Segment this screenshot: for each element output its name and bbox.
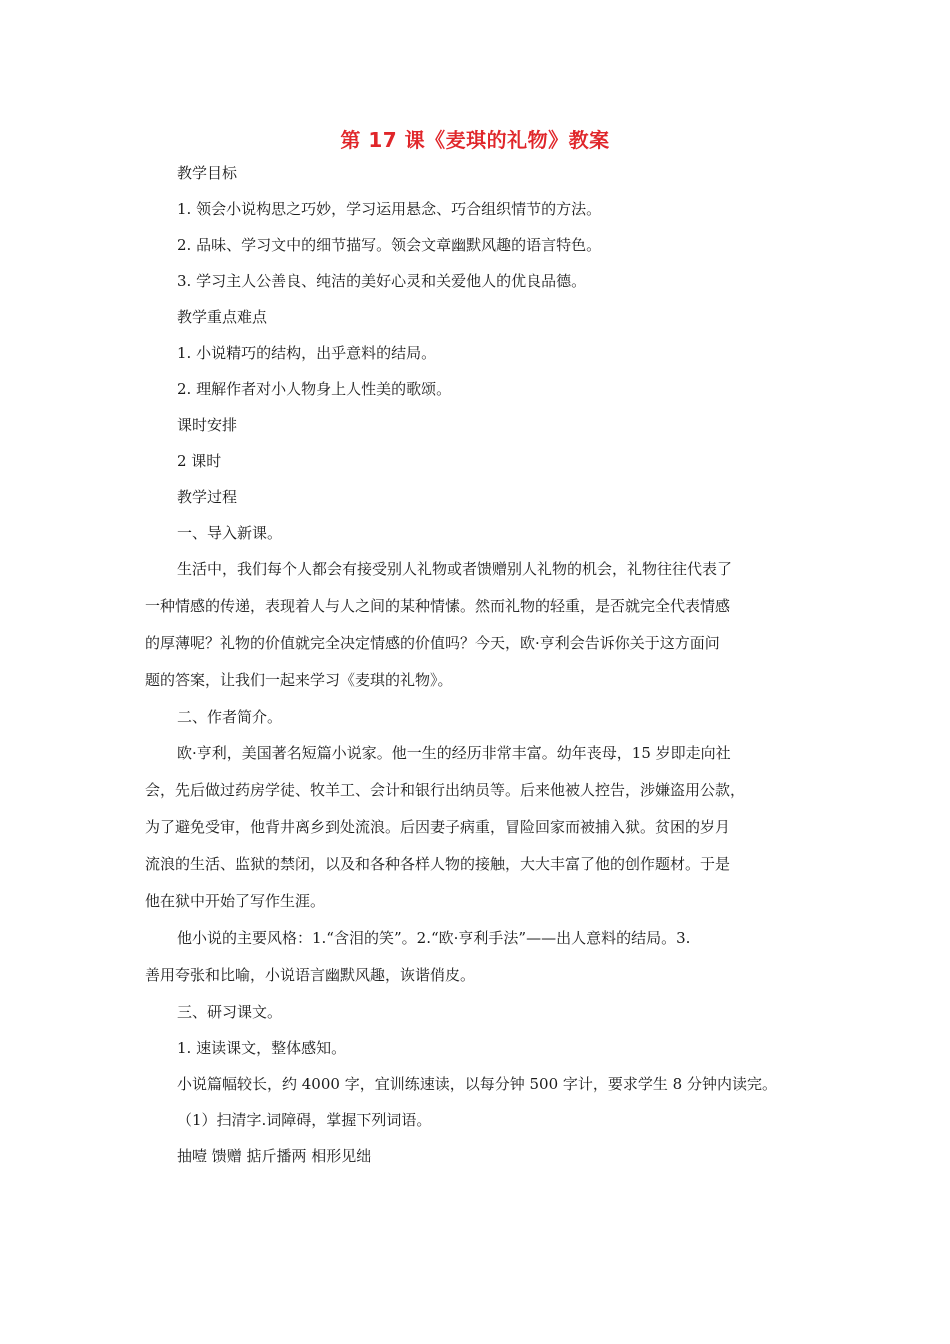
paragraph-line: 一种情感的传递，表现着人与人之间的某种情愫。然而礼物的轻重，是否就完全代表情感 [145, 597, 731, 615]
document-body [145, 158, 810, 1177]
paragraph-line: 生活中，我们每个人都会有接受别人礼物或者馈赠别人礼物的机会，礼物往往代表了 [177, 560, 733, 578]
paragraph-line: 为了避免受审，他背井离乡到处流浪。后因妻子病重，冒险回家而被捕入狱。贫困的岁月 [145, 818, 731, 836]
paragraph-line: 他在狱中开始了写作生涯。 [145, 892, 326, 910]
intro-paragraph [145, 554, 810, 695]
paragraph-line: 流浪的生活、监狱的禁闭，以及和各种各样人物的接触，大大丰富了他的创作题材。于是 [145, 855, 731, 873]
step-heading-study: 三、研习课文。 [177, 1003, 283, 1021]
goal-item-1: 1. 领会小说构思之巧妙，学习运用悬念、巧合组织情节的方法。 [177, 200, 602, 218]
page-title: 第 17 课《麦琪的礼物》教案 [340, 128, 610, 152]
paragraph-line: 善用夸张和比喻，小说语言幽默风趣，诙谐俏皮。 [145, 966, 476, 984]
key-point-2: 2. 理解作者对小人物身上人性美的歌颂。 [177, 380, 452, 398]
author-paragraph [145, 738, 810, 916]
goal-item-3: 3. 学习主人公善良、纯洁的美好心灵和关爱他人的优良品德。 [177, 272, 587, 290]
section-heading-schedule: 课时安排 [177, 416, 238, 434]
paragraph-line: 会，先后做过药房学徒、牧羊工、会计和银行出纳员等。后来他被人控告，涉嫌盗用公款， [145, 781, 746, 799]
vocab-list: 抽噎 馈赠 掂斤播两 相形见绌 [177, 1147, 372, 1165]
study-item-vocab: （1）扫清字.词障碍，掌握下列词语。 [177, 1111, 432, 1129]
paragraph-line: 他小说的主要风格：1.“含泪的笑”。2.“欧·亨利手法”——出人意料的结局。3. [177, 929, 691, 947]
paragraph-line: 欧·亨利，美国著名短篇小说家。他一生的经历非常丰富。幼年丧母，15 岁即走向社 [177, 744, 731, 762]
style-paragraph [145, 923, 810, 990]
section-heading-key-points: 教学重点难点 [177, 308, 268, 326]
study-item-1: 1. 速读课文，整体感知。 [177, 1039, 347, 1057]
paragraph-line: 的厚薄呢？礼物的价值就完全决定情感的价值吗？今天，欧·亨利会告诉你关于这方面问 [145, 634, 720, 652]
key-point-1: 1. 小说精巧的结构，出乎意料的结局。 [177, 344, 437, 362]
section-heading-goals: 教学目标 [177, 164, 238, 182]
schedule-value: 2 课时 [177, 452, 222, 470]
step-heading-intro: 一、导入新课。 [177, 524, 283, 542]
goal-item-2: 2. 品味、学习文中的细节描写。领会文章幽默风趣的语言特色。 [177, 236, 602, 254]
study-item-reading: 小说篇幅较长，约 4000 字，宜训练速读，以每分钟 500 字计，要求学生 8 分钟内读完。 [177, 1075, 777, 1093]
paragraph-line: 题的答案，让我们一起来学习《麦琪的礼物》。 [145, 671, 453, 689]
step-heading-author: 二、作者简介。 [177, 708, 283, 726]
section-heading-process: 教学过程 [177, 488, 238, 506]
